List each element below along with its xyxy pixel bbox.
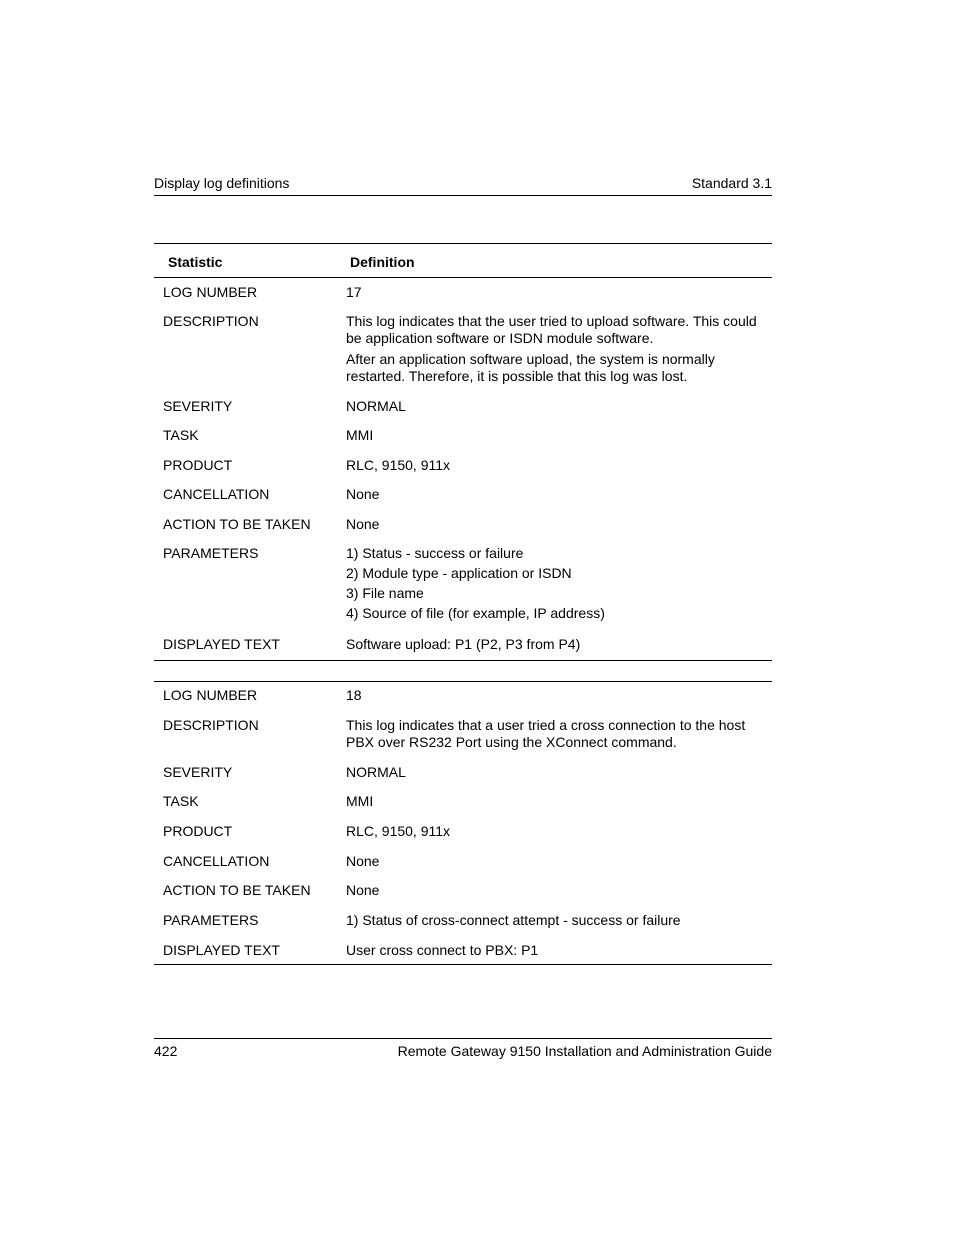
row-label-severity: SEVERITY — [163, 764, 233, 780]
row-label-log-number: LOG NUMBER — [163, 284, 258, 300]
row-label-cancellation: CANCELLATION — [163, 486, 270, 502]
parameter-item: 2) Module type - application or ISDN — [346, 565, 572, 581]
row-label-log-number: LOG NUMBER — [163, 687, 258, 703]
row-label-parameters: PARAMETERS — [163, 912, 259, 928]
product-value: RLC, 9150, 911x — [346, 823, 451, 839]
cancellation-value: None — [346, 853, 380, 869]
displayed-text-value: User cross connect to PBX: P1 — [346, 942, 539, 958]
displayed-text-value: Software upload: P1 (P2, P3 from P4) — [346, 636, 581, 652]
page-header — [154, 174, 772, 196]
description-paragraph: This log indicates that a user tried a cross connection to the host PBX over RS232 Port using the XConnect command. — [346, 717, 746, 750]
document-title: Remote Gateway 9150 Installation and Administration Guide — [397, 1043, 772, 1059]
task-value: MMI — [346, 793, 374, 809]
row-label-description: DESCRIPTION — [163, 313, 259, 329]
severity-value: NORMAL — [346, 398, 406, 414]
row-label-product: PRODUCT — [163, 457, 233, 473]
table-header-row — [154, 244, 772, 278]
page-footer — [154, 1038, 772, 1061]
parameters-value — [346, 912, 764, 929]
section-title: Display log definitions — [154, 175, 290, 191]
row-label-severity: SEVERITY — [163, 398, 233, 414]
cancellation-value: None — [346, 486, 380, 502]
parameters-value — [346, 543, 764, 623]
description-paragraph: This log indicates that the user tried to upload software. This could be application software or ISDN module software. — [346, 313, 757, 346]
row-label-displayed-text: DISPLAYED TEXT — [163, 636, 280, 652]
log-table-17 — [154, 243, 772, 661]
row-label-task: TASK — [163, 793, 199, 809]
row-label-product: PRODUCT — [163, 823, 233, 839]
log-table-18 — [154, 681, 772, 965]
column-header-definition: Definition — [350, 254, 415, 270]
description-paragraph: After an application software upload, the system is normally restarted. Therefore, it is possible that this log was lost. — [346, 351, 715, 384]
row-label-task: TASK — [163, 427, 199, 443]
parameter-item: 3) File name — [346, 585, 424, 601]
severity-value: NORMAL — [346, 764, 406, 780]
row-label-cancellation: CANCELLATION — [163, 853, 270, 869]
log-number-value: 18 — [346, 687, 362, 703]
row-label-displayed-text: DISPLAYED TEXT — [163, 942, 280, 958]
document-version: Standard 3.1 — [691, 175, 772, 191]
description-value — [346, 313, 764, 389]
action-value: None — [346, 882, 380, 898]
parameter-item: 1) Status of cross-connect attempt - success or failure — [346, 912, 681, 928]
log-number-value: 17 — [346, 284, 362, 300]
row-label-action: ACTION TO BE TAKEN — [163, 516, 311, 532]
product-value: RLC, 9150, 911x — [346, 457, 451, 473]
row-label-description: DESCRIPTION — [163, 717, 259, 733]
page-number: 422 — [154, 1043, 178, 1059]
task-value: MMI — [346, 427, 374, 443]
parameter-item: 1) Status - success or failure — [346, 545, 524, 561]
parameter-item: 4) Source of file (for example, IP address) — [346, 605, 605, 621]
row-label-action: ACTION TO BE TAKEN — [163, 882, 311, 898]
action-value: None — [346, 516, 380, 532]
column-header-statistic: Statistic — [168, 254, 223, 270]
row-label-parameters: PARAMETERS — [163, 545, 259, 561]
description-value — [346, 717, 764, 755]
